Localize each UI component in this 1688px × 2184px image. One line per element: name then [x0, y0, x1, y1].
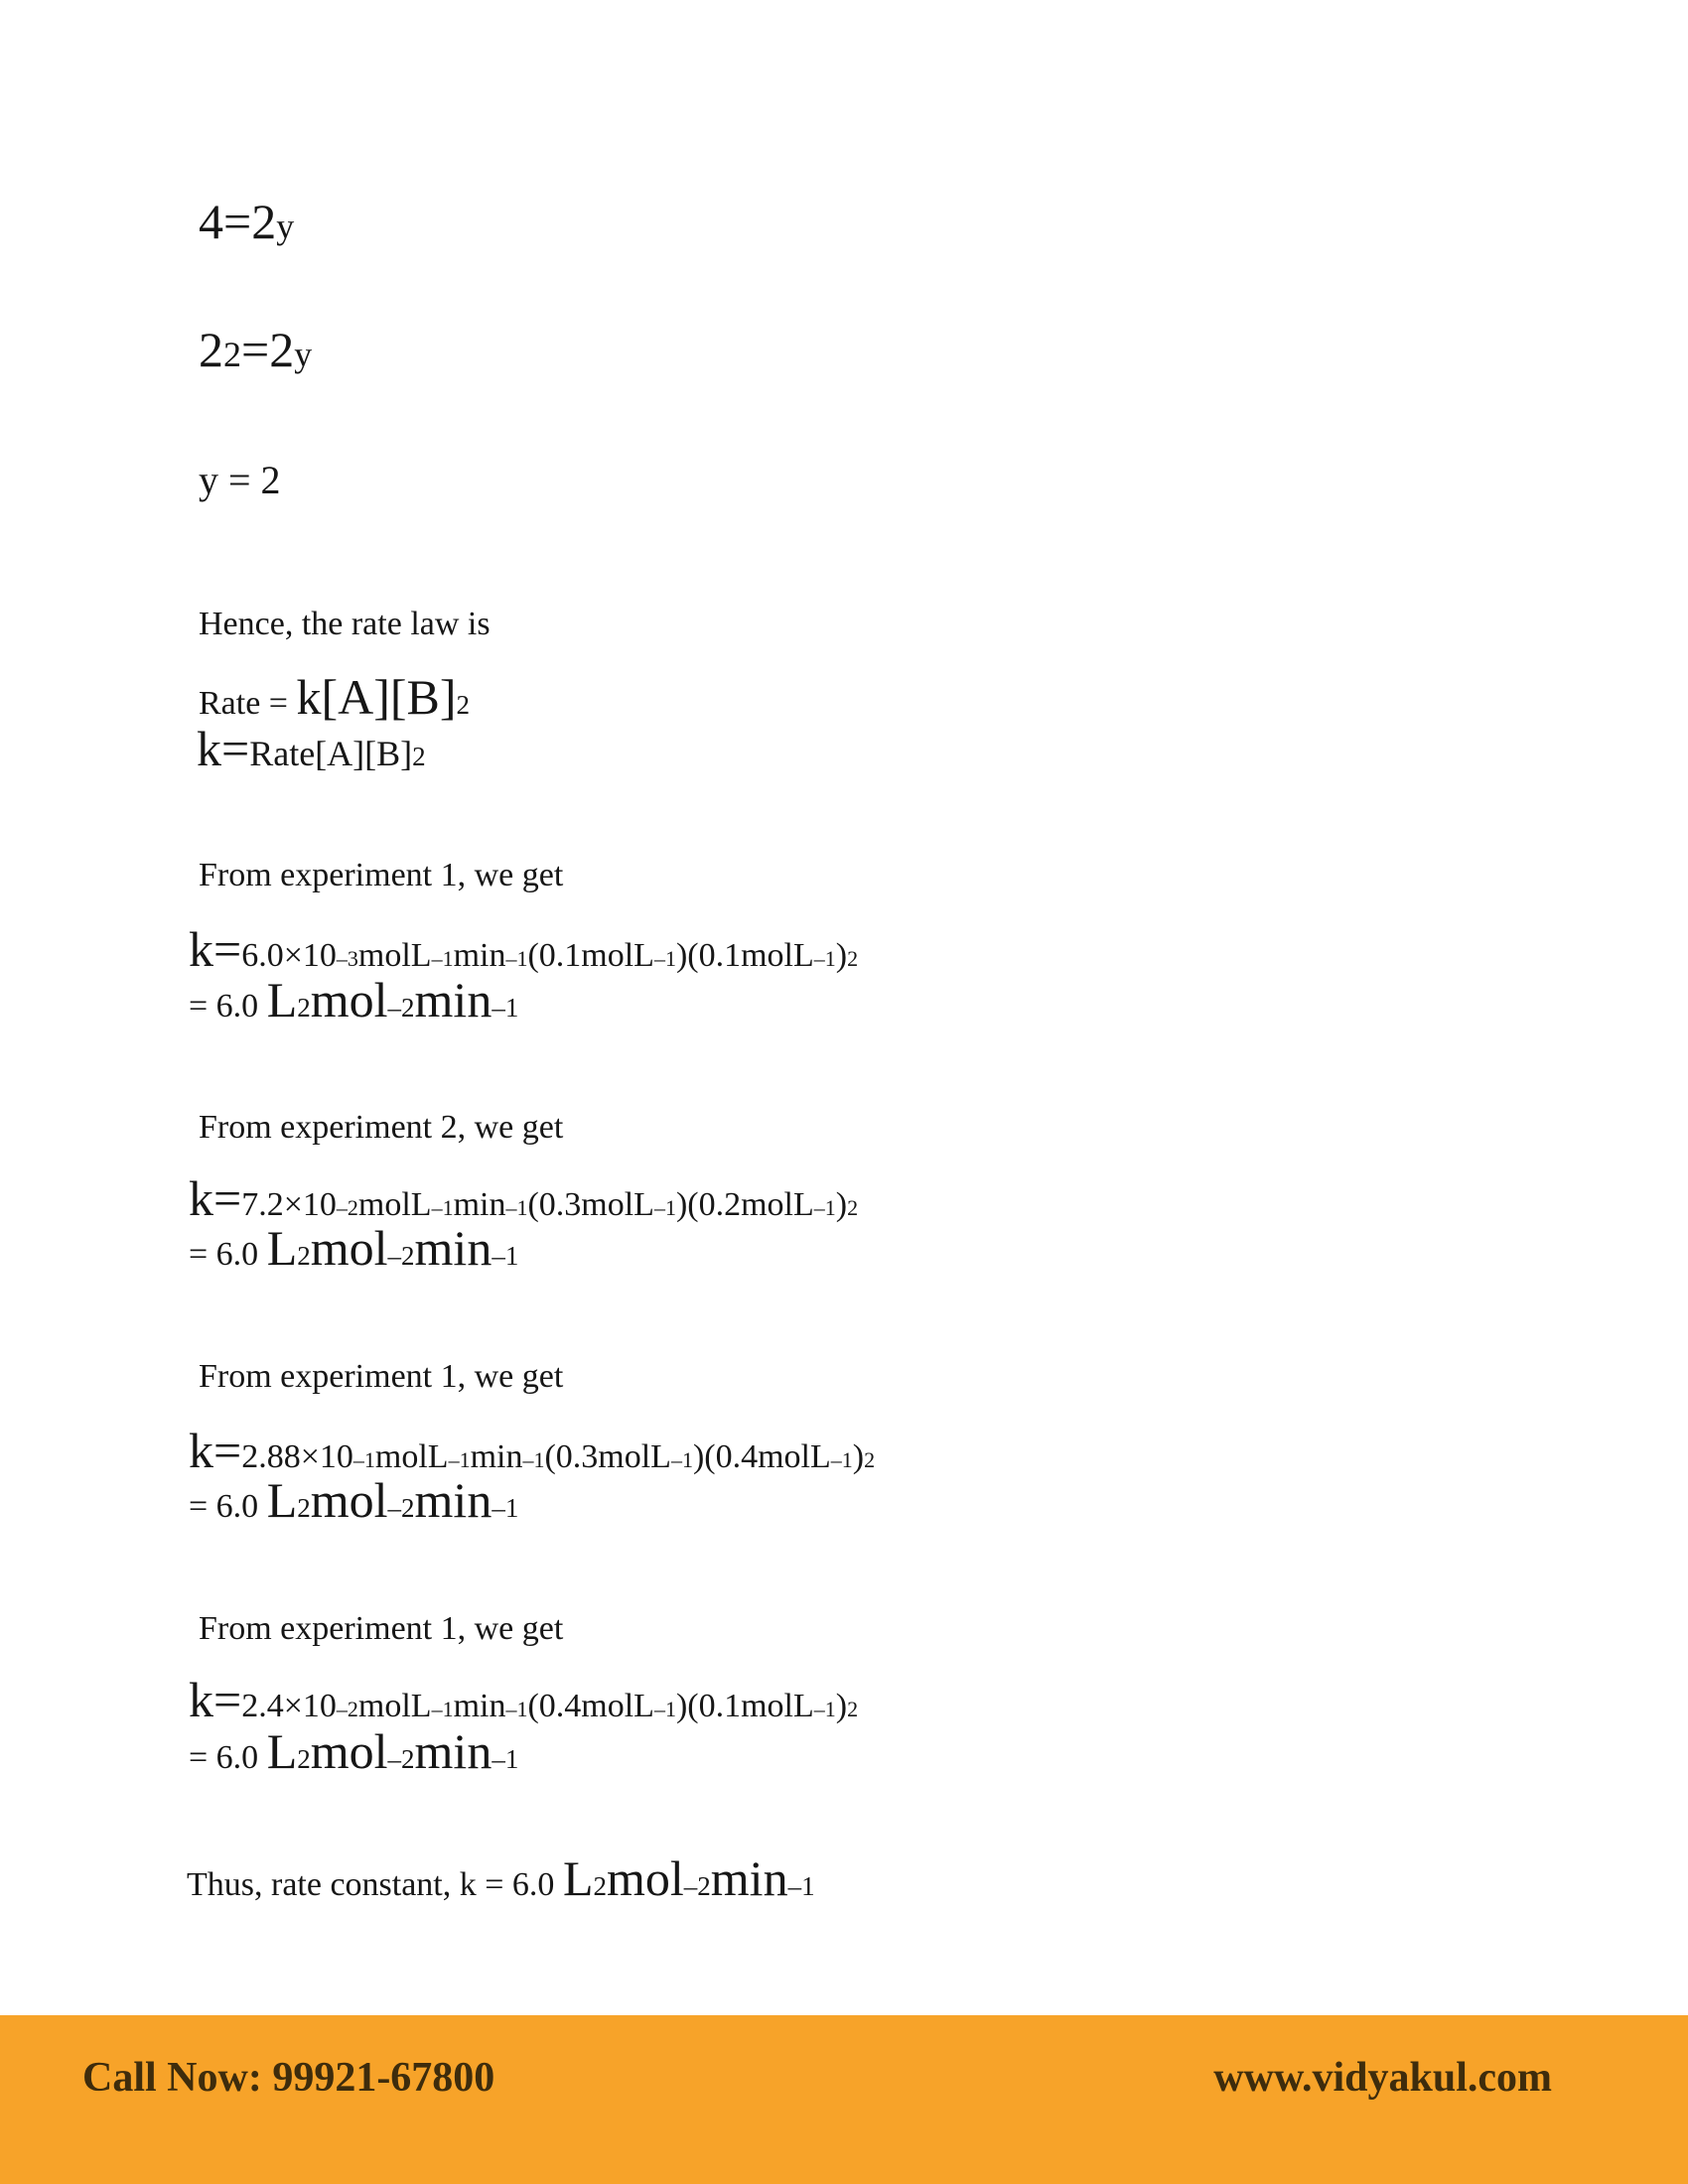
k-expression-formula: [197, 721, 426, 776]
text-segment: ): [835, 937, 848, 974]
text-segment: molL: [357, 937, 432, 974]
text-segment: –1: [352, 1447, 375, 1472]
text-segment: From experiment 1, we get: [199, 1358, 564, 1395]
text-segment: From experiment 1, we get: [199, 1610, 564, 1647]
text-segment: Hence, the rate law is: [199, 606, 491, 642]
text-segment: k[A][B]: [296, 669, 457, 725]
text-segment: –1: [522, 1447, 545, 1472]
text-segment: y: [276, 206, 295, 246]
footer-website-url: www.vidyakul.com: [1213, 2055, 1552, 2101]
text-segment: y = 2: [199, 458, 281, 502]
text-segment: –2: [387, 993, 415, 1023]
from-experiment-3-text: [199, 1360, 563, 1394]
text-segment: 6.0×10: [241, 937, 337, 974]
k-result-experiment-2: [189, 1220, 519, 1276]
text-segment: y: [294, 335, 313, 374]
text-segment: k=: [189, 1423, 242, 1478]
text-segment: ): [835, 1186, 848, 1223]
text-segment: ): [835, 1688, 848, 1724]
text-segment: min: [453, 1688, 506, 1724]
text-segment: ): [852, 1438, 865, 1475]
k-value-experiment-3: [189, 1423, 876, 1478]
text-segment: (0.4molL: [527, 1688, 654, 1724]
text-segment: = 6.0: [189, 1488, 267, 1525]
text-segment: (0.1molL: [527, 937, 654, 974]
text-segment: (0.3molL: [527, 1186, 654, 1223]
footer-phone-number: Call Now: 99921-67800: [82, 2055, 495, 2101]
text-segment: Rate[A][B]: [249, 734, 413, 773]
text-segment: = 6.0: [189, 988, 267, 1024]
text-segment: –1: [830, 1447, 853, 1472]
text-segment: min: [414, 1472, 492, 1528]
text-segment: )(0.1molL: [675, 937, 814, 974]
text-segment: 2: [297, 1493, 311, 1523]
text-segment: –1: [505, 946, 528, 971]
hence-rate-law-text: [199, 608, 491, 641]
text-segment: From experiment 1, we get: [199, 857, 564, 893]
footer-bar: [0, 2015, 1688, 2184]
text-segment: mol: [310, 1220, 388, 1276]
text-segment: –1: [813, 1697, 836, 1721]
text-segment: mol: [310, 1723, 388, 1779]
text-segment: 7.2×10: [241, 1186, 337, 1223]
text-segment: –1: [492, 993, 519, 1023]
text-segment: –1: [505, 1195, 528, 1220]
text-segment: 2: [297, 1241, 311, 1271]
text-segment: molL: [374, 1438, 449, 1475]
text-segment: –1: [492, 1241, 519, 1271]
text-segment: k=: [189, 921, 242, 977]
text-segment: –1: [653, 1697, 676, 1721]
text-segment: 2: [412, 742, 426, 771]
text-segment: min: [414, 1723, 492, 1779]
k-result-experiment-1: [189, 972, 519, 1027]
text-segment: –1: [653, 1195, 676, 1220]
k-value-experiment-4: [189, 1672, 859, 1727]
text-segment: –2: [683, 1871, 711, 1901]
text-segment: –1: [431, 1697, 454, 1721]
k-result-experiment-4: [189, 1723, 519, 1779]
text-segment: 2: [847, 946, 859, 971]
text-segment: molL: [357, 1688, 432, 1724]
text-segment: –1: [813, 1195, 836, 1220]
text-segment: L: [266, 1723, 298, 1779]
text-segment: –1: [813, 946, 836, 971]
text-segment: 2: [297, 993, 311, 1023]
text-segment: 2: [456, 690, 471, 720]
text-segment: =2: [241, 322, 295, 377]
text-segment: molL: [357, 1186, 432, 1223]
conclusion-rate-constant: [187, 1850, 815, 1906]
text-segment: –3: [336, 946, 358, 971]
text-segment: –1: [670, 1447, 693, 1472]
text-segment: 2.88×10: [241, 1438, 353, 1475]
text-segment: min: [710, 1850, 788, 1906]
text-segment: min: [470, 1438, 523, 1475]
rate-law-formula: [199, 669, 471, 725]
text-segment: 2: [847, 1697, 859, 1721]
text-segment: –2: [336, 1195, 358, 1220]
k-value-experiment-2: [189, 1170, 859, 1226]
text-segment: min: [453, 937, 506, 974]
text-segment: –1: [505, 1697, 528, 1721]
k-result-experiment-3: [189, 1472, 519, 1528]
text-segment: 4=2: [199, 194, 277, 249]
text-segment: (0.3molL: [544, 1438, 671, 1475]
text-segment: 2: [223, 335, 241, 374]
text-segment: )(0.2molL: [675, 1186, 814, 1223]
text-segment: –1: [787, 1871, 815, 1901]
text-segment: 2: [847, 1195, 859, 1220]
text-segment: L: [266, 1220, 298, 1276]
text-segment: k=: [189, 1672, 242, 1727]
text-segment: 2: [297, 1744, 311, 1774]
equation-4-equals-2y: [199, 194, 295, 249]
text-segment: 2: [593, 1871, 607, 1901]
text-segment: = 6.0: [189, 1739, 267, 1776]
text-segment: 2: [864, 1447, 876, 1472]
k-value-experiment-1: [189, 921, 859, 977]
text-segment: mol: [310, 972, 388, 1027]
from-experiment-1-text: [199, 859, 563, 892]
text-segment: mol: [606, 1850, 684, 1906]
text-segment: Thus, rate constant, k = 6.0: [187, 1866, 563, 1903]
from-experiment-2-text: [199, 1111, 563, 1145]
text-segment: min: [414, 972, 492, 1027]
text-segment: L: [266, 972, 298, 1027]
text-segment: –1: [492, 1493, 519, 1523]
text-segment: 2.4×10: [241, 1688, 337, 1724]
text-segment: –2: [387, 1493, 415, 1523]
text-segment: k=: [197, 721, 250, 776]
text-segment: –1: [448, 1447, 471, 1472]
text-segment: From experiment 2, we get: [199, 1109, 564, 1146]
text-segment: Rate =: [199, 685, 297, 722]
text-segment: = 6.0: [189, 1236, 267, 1273]
text-segment: L: [562, 1850, 594, 1906]
text-segment: min: [453, 1186, 506, 1223]
text-segment: –2: [387, 1744, 415, 1774]
equation-2sq-equals-2y: [199, 322, 313, 377]
text-segment: min: [414, 1220, 492, 1276]
text-segment: –1: [431, 1195, 454, 1220]
text-segment: –1: [653, 946, 676, 971]
from-experiment-4-text: [199, 1612, 563, 1646]
text-segment: L: [266, 1472, 298, 1528]
text-segment: k=: [189, 1170, 242, 1226]
text-segment: –2: [387, 1241, 415, 1271]
text-segment: mol: [310, 1472, 388, 1528]
text-segment: –1: [431, 946, 454, 971]
text-segment: )(0.1molL: [675, 1688, 814, 1724]
text-segment: )(0.4molL: [692, 1438, 831, 1475]
text-segment: –2: [336, 1697, 358, 1721]
equation-y-equals-2: [199, 458, 281, 502]
text-segment: 2: [199, 322, 223, 377]
text-segment: –1: [492, 1744, 519, 1774]
